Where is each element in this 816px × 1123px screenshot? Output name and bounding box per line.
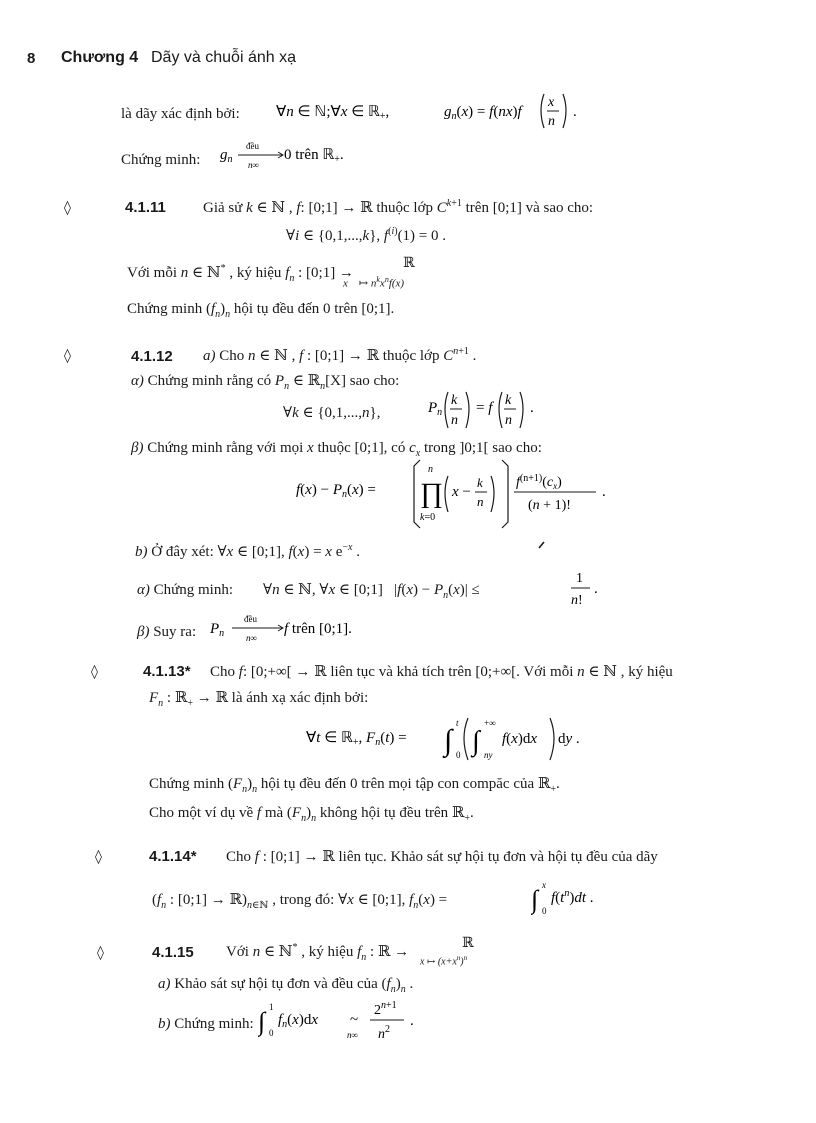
exercise-line: ∀i ∈ {0,1,...,k}, $f^{(i)}(1) = 0$ . xyxy=(286,226,447,244)
svg-text:Pn: $P_n$ xyxy=(210,621,225,639)
exercise-marker: ◊ xyxy=(91,664,98,680)
svg-text:n: n xyxy=(505,413,512,428)
svg-text:= f: = f xyxy=(476,400,493,416)
svg-text:.: . xyxy=(573,104,577,120)
svg-text:∫: ∫ xyxy=(444,724,453,757)
svg-text:gn: $g_n$ xyxy=(220,147,233,165)
svg-text:~: ~ xyxy=(350,1012,359,1028)
svg-text:0: 0 xyxy=(269,1028,274,1038)
intro-line-2-formula-graphic xyxy=(220,138,420,178)
svg-text:1: 1 xyxy=(269,1002,274,1012)
intro-line-2-text: Chứng minh: xyxy=(121,152,201,168)
exercise-marker: ◊ xyxy=(64,200,71,216)
exercise-marker: ◊ xyxy=(95,849,102,865)
exercise-line: ($f_n$ : [0;1] → $ℝ)_{n\in ℕ}$ , trong đó: ∀x ∈ [0;1], $f_n(x)$ = xyxy=(152,892,448,911)
svg-text:k: k xyxy=(477,475,483,490)
intro-line-1 xyxy=(121,106,240,123)
svg-text:.: . xyxy=(602,484,606,500)
page-number: 8 xyxy=(27,50,36,67)
exercise-number: 4.1.15 xyxy=(152,944,194,961)
asymptotic-integral xyxy=(258,996,438,1050)
integral-f-tn xyxy=(531,876,641,920)
intro-line-1-formula-graphic xyxy=(276,88,596,136)
exercise-map-rule: x ↦ $(x+x^n)^n$ xyxy=(420,954,468,968)
intro-line-2 xyxy=(121,152,200,169)
intro-line-1-text: là dãy xác định bởi: xyxy=(121,106,240,122)
exercise-line: a) Cho n ∈ ℕ , f : [0;1] → ℝ thuộc lớp $C^{n+1}$ . xyxy=(203,346,477,364)
exercise-map-rule: x ↦ $n^kx^nf(x)$ xyxy=(343,275,405,290)
exercise-number: 4.1.13* xyxy=(143,663,191,680)
exercise-line: b) Ở đây xét: ∀x ∈ [0;1], f(x) = x $e^{-x}$ . xyxy=(135,542,360,560)
exercise-line: Chứng minh $(f_n)_n$ hội tụ đều đến 0 trên [0;1]. xyxy=(127,301,395,320)
svg-text:đều: đều xyxy=(246,141,259,151)
exercise-line: $F_n$ : ℝ$_+$ → ℝ là ánh xạ xác định bởi: xyxy=(149,690,369,709)
svg-text:n: n xyxy=(428,464,433,475)
svg-text:f(x) − Pn(x) =: $f(x) - P_n(x)$ = xyxy=(296,482,376,500)
svg-text:n: n xyxy=(451,413,458,428)
exercise-map-target: ℝ xyxy=(462,936,474,951)
svg-text:∀t ∈ ℝ+, Fn(t) =: ∀t ∈ ℝ$_+$, $F_n(t)$ = xyxy=(306,730,407,748)
interpolation-formula xyxy=(428,386,588,436)
exercise-line: b) Chứng minh: xyxy=(158,1016,254,1032)
svg-text:gn(x) = f(nx)f: $g_n(x) = f(nx)f$ xyxy=(444,104,522,122)
exercise-number: 4.1.11 xyxy=(125,199,166,216)
svg-text:x: x xyxy=(548,95,555,110)
chapter-label: Chương 4 xyxy=(61,49,139,66)
svg-text:0: 0 xyxy=(542,906,547,916)
svg-text:n!: n! xyxy=(571,593,583,608)
exercise-line: ∀k ∈ {0,1,...,n}, xyxy=(283,405,381,421)
svg-text:0: 0 xyxy=(456,750,461,760)
exercise-line: α) Chứng minh: ∀n ∈ ℕ, ∀x ∈ [0;1] $|f(x) - P_n(x)|$ ≤ xyxy=(137,582,480,601)
svg-text:n∞: n∞ xyxy=(248,160,259,170)
svg-text:n: n xyxy=(477,494,484,509)
svg-text:0 trên ℝ+.: 0 trên ℝ$_+$. xyxy=(284,147,344,165)
exercise-marker: ◊ xyxy=(97,945,104,961)
svg-text:∏: ∏ xyxy=(420,478,444,509)
svg-text:k: k xyxy=(451,393,458,408)
svg-text:k: k xyxy=(505,393,512,408)
chapter-title: Dãy và chuỗi ánh xạ xyxy=(151,49,296,66)
svg-text:dy .: dy . xyxy=(558,731,580,747)
svg-text:t: t xyxy=(456,718,459,728)
svg-text:(n + 1)!: (n + 1)! xyxy=(528,498,571,513)
ink-mark xyxy=(537,540,547,550)
svg-text:ny: ny xyxy=(484,750,493,760)
exercise-line: a) Khảo sát sự hội tụ đơn và đều của $(f_n)_n$ . xyxy=(158,976,414,995)
svg-text:∫: ∫ xyxy=(531,885,539,914)
svg-text:n∞: n∞ xyxy=(246,633,257,643)
svg-text:2n+1: $2^{n+1}$ xyxy=(374,1000,397,1018)
exercise-line: Cho một ví dụ về f mà $(F_n)_n$ không hội tụ đều trên ℝ$_+$. xyxy=(149,805,474,824)
svg-text:.: . xyxy=(594,581,598,597)
error-formula xyxy=(296,456,626,536)
svg-text:.: . xyxy=(530,400,534,416)
svg-text:+∞: +∞ xyxy=(484,718,496,728)
svg-text:.: . xyxy=(410,1013,414,1029)
exercise-number: 4.1.14* xyxy=(149,848,197,865)
exercise-line: Cho f : [0;1] → ℝ liên tục. Khảo sát sự hội tụ đơn và hội tụ đều của dãy xyxy=(226,849,658,865)
svg-text:f trên [0;1].: f trên [0;1]. xyxy=(284,621,352,637)
svg-text:đều: đều xyxy=(244,614,257,624)
svg-text:∫: ∫ xyxy=(258,1007,266,1036)
svg-text:f(x)dx: f(x)dx xyxy=(502,731,538,747)
exercise-line: Chứng minh $(F_n)_n$ hội tụ đều đến 0 trên mọi tập con compăc của ℝ$_+$. xyxy=(149,776,560,795)
exercise-line: β) Suy ra: xyxy=(137,624,197,640)
svg-text:f(tn)dt .: $f(t^n)dt$ . xyxy=(551,888,594,906)
factorial-bound xyxy=(568,566,608,610)
integral-definition xyxy=(306,712,606,766)
svg-text:f(n+1)(cx): $f^{(n+1)}(c_x)$ xyxy=(516,473,562,491)
svg-text:fn(x)dx: $f_n(x)dx$ xyxy=(278,1012,319,1030)
svg-text:x −: x − xyxy=(452,484,471,500)
exercise-line: Với n ∈ ℕ* , ký hiệu $f_n$ : ℝ → xyxy=(226,942,410,963)
exercise-line: α) Chứng minh rằng có $P_n$ ∈ ℝ$_n$[X] sao cho: xyxy=(131,373,400,392)
svg-text:Pn: $P_n$ xyxy=(428,400,443,418)
exercise-line: Cho f: [0;+∞[ → ℝ liên tục và khả tích trên [0;+∞[. Với mỗi n ∈ ℕ , ký hiệu xyxy=(210,664,673,680)
exercise-map-target: ℝ xyxy=(403,256,415,271)
exercise-line: Với mỗi n ∈ ℕ* , ký hiệu $f_n$ : [0;1] → xyxy=(127,263,354,284)
exercise-line: β) Chứng minh rằng với mọi x thuộc [0;1], có $c_x$ trong ]0;1[ sao cho: xyxy=(131,440,542,459)
svg-text:∫: ∫ xyxy=(472,726,480,757)
svg-text:1: 1 xyxy=(576,571,583,586)
exercise-line: Giả sử k ∈ ℕ , f: [0;1] → ℝ thuộc lớp $C^{k+1}$ trên [0;1] và sao cho: xyxy=(203,198,594,216)
svg-text:n2: $n^2$ xyxy=(378,1024,390,1042)
svg-text:n∞: n∞ xyxy=(347,1030,358,1040)
exercise-marker: ◊ xyxy=(64,348,71,364)
svg-text:k=0: k=0 xyxy=(420,512,436,523)
svg-text:∀n ∈ ℕ;∀x ∈ ℝ+,: ∀n ∈ ℕ;∀x ∈ ℝ$_+$, xyxy=(276,104,390,122)
svg-text:n: n xyxy=(548,114,555,129)
uniform-convergence-formula xyxy=(210,610,410,650)
svg-text:x: x xyxy=(542,880,546,890)
exercise-number: 4.1.12 xyxy=(131,348,173,365)
